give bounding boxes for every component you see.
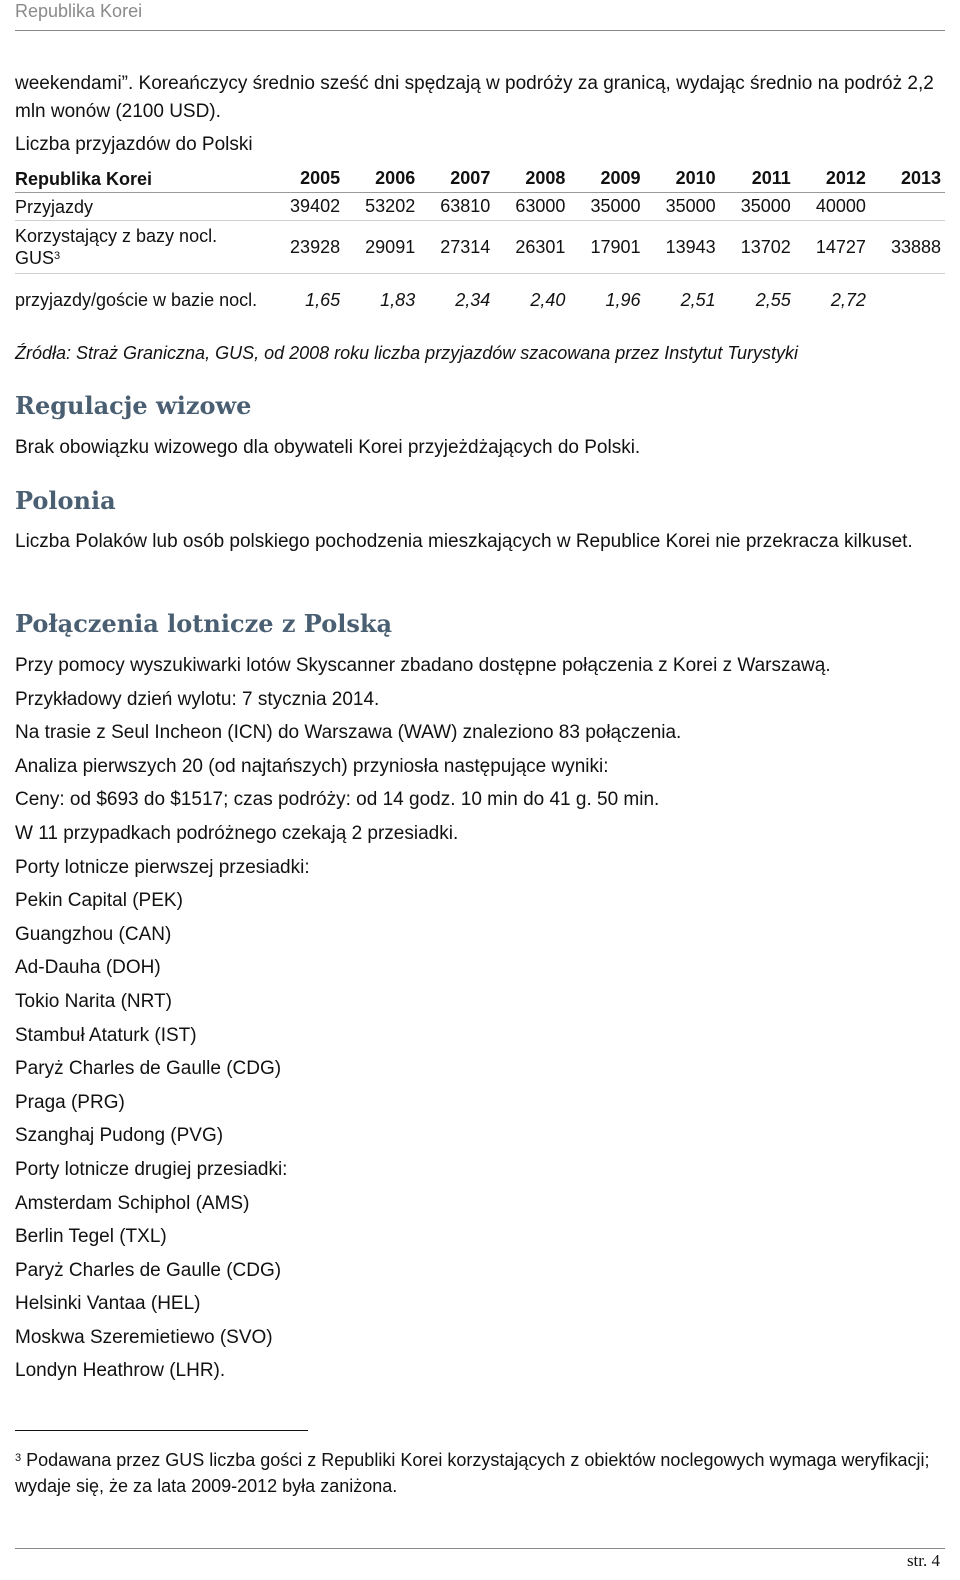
visa-paragraph: Brak obowiązku wizowego dla obywateli Korei przyjeżdżających do Polski. [15, 437, 641, 458]
year-header: 2011 [751, 168, 791, 188]
header-divider [15, 30, 945, 31]
intro-paragraph: weekendami”. Koreańczycy średnio sześć dni spędzają w podróży za granicą, wydając średnio na podróż 2,2 mln wonów (2100 USD). [15, 73, 934, 122]
table-cell: 63810 [440, 196, 491, 216]
airport-item: Stambuł Ataturk (IST) [15, 1024, 197, 1046]
year-header: 2006 [375, 168, 416, 188]
table-cell: 33888 [890, 236, 941, 257]
table-caption: Liczba przyjazdów do Polski [15, 134, 253, 155]
table-cell: 35000 [740, 196, 791, 216]
footnote [15, 1447, 935, 1499]
flight-line: Porty lotnicze drugiej przesiadki: [15, 1158, 288, 1180]
airport-item: Helsinki Vantaa (HEL) [15, 1293, 201, 1315]
row-label [15, 221, 269, 274]
table-cell: 29091 [365, 236, 416, 257]
table-cell: 2,34 [455, 289, 491, 310]
table-cell: 27314 [440, 236, 491, 257]
airport-item: Pekin Capital (PEK) [15, 890, 183, 912]
airport-item: Moskwa Szeremietiewo (SVO) [15, 1326, 273, 1348]
row-label: przyjazdy/goście w bazie nocl. [15, 290, 258, 310]
table-row [15, 274, 945, 327]
flight-line: Przy pomocy wyszukiwarki lotów Skyscanner zbadano dostępne połączenia z Korei z Warszawą. [15, 655, 831, 676]
year-header: 2010 [675, 168, 716, 188]
table-cell: 35000 [665, 196, 716, 216]
table-cell: 13702 [740, 236, 791, 257]
year-header: 2012 [825, 168, 866, 188]
airport-item: Paryż Charles de Gaulle (CDG) [15, 1259, 282, 1281]
table-cell: 2,40 [530, 289, 566, 310]
table-cell: 2,72 [830, 289, 866, 310]
table-cell: 2,51 [680, 289, 716, 310]
table-cell: 1,96 [605, 289, 641, 310]
table-row [15, 221, 945, 274]
table-cell: 39402 [290, 196, 341, 216]
table-cell: 40000 [815, 196, 866, 216]
flight-line: W 11 przypadkach podróżnego czekają 2 przesiadki. [15, 822, 459, 844]
footnote-ref: 3 [54, 250, 61, 262]
airport-item: Amsterdam Schiphol (AMS) [15, 1192, 250, 1214]
heading-flights: Połączenia lotnicze z Polską [15, 609, 393, 638]
year-header: 2013 [900, 168, 941, 188]
polonia-paragraph: Liczba Polaków lub osób polskiego pochodzenia mieszkających w Republice Korei nie przekracza kilkuset. [15, 531, 913, 552]
footnote-text: Podawana przez GUS liczba gości z Republiki Korei korzystających z obiektów noclegowych wymaga weryfikacji; wydaje się, że za lata 2009-2012 była zaniżona. [15, 1450, 930, 1496]
table-header-label: Republika Korei [15, 168, 153, 189]
table-cell: 26301 [515, 236, 566, 257]
table-cell: 2,55 [755, 289, 791, 310]
arrivals-table [15, 165, 945, 326]
running-header: Republika Korei [15, 1, 143, 21]
table-cell: 35000 [590, 196, 641, 216]
year-header: 2009 [600, 168, 641, 188]
table-cell: 1,65 [305, 289, 341, 310]
year-header: 2005 [300, 168, 341, 188]
flights-lines [15, 649, 831, 1388]
airport-item: Berlin Tegel (TXL) [15, 1226, 167, 1248]
table-cell: 53202 [365, 196, 416, 216]
row-label-text: Korzystający z bazy nocl. GUS [15, 226, 218, 268]
year-header: 2008 [525, 168, 566, 188]
airport-item: Praga (PRG) [15, 1091, 125, 1113]
footer-divider [15, 1548, 945, 1549]
table-header-row [15, 165, 945, 193]
airport-item: Londyn Heathrow (LHR). [15, 1360, 226, 1382]
flight-line: Przykładowy dzień wylotu: 7 stycznia 2014. [15, 688, 380, 710]
table-cell: 63000 [515, 196, 566, 216]
table-cell: 13943 [665, 236, 716, 257]
table-cell: 1,83 [380, 289, 416, 310]
table-cell [870, 193, 945, 221]
row-label: Przyjazdy [15, 196, 94, 217]
heading-polonia: Polonia [15, 486, 116, 515]
flight-line: Analiza pierwszych 20 (od najtańszych) przyniosła następujące wyniki: [15, 755, 609, 777]
table-row [15, 193, 945, 221]
table-source-note: Źródła: Straż Graniczna, GUS, od 2008 roku liczba przyjazdów szacowana przez Instytut Turystyki [15, 343, 798, 363]
page-number: str. 4 [906, 1551, 940, 1570]
footnote-marker: 3 [15, 1452, 22, 1464]
table-cell: 17901 [590, 236, 641, 257]
year-header: 2007 [450, 168, 491, 188]
table-cell: 23928 [290, 236, 341, 257]
flight-line: Na trasie z Seul Incheon (ICN) do Warszawa (WAW) znaleziono 83 połączenia. [15, 722, 682, 744]
airport-item: Guangzhou (CAN) [15, 923, 172, 945]
airport-item: Paryż Charles de Gaulle (CDG) [15, 1058, 282, 1080]
airport-item: Ad-Dauha (DOH) [15, 957, 161, 979]
table-cell: 14727 [815, 236, 866, 257]
airport-item: Szanghaj Pudong (PVG) [15, 1125, 224, 1147]
flight-line: Porty lotnicze pierwszej przesiadki: [15, 856, 310, 878]
footnote-divider [15, 1430, 308, 1431]
flight-line: Ceny: od $693 do $1517; czas podróży: od 14 godz. 10 min do 41 g. 50 min. [15, 789, 660, 811]
table-cell [870, 274, 945, 327]
airport-item: Tokio Narita (NRT) [15, 990, 172, 1012]
heading-visa: Regulacje wizowe [15, 391, 252, 420]
